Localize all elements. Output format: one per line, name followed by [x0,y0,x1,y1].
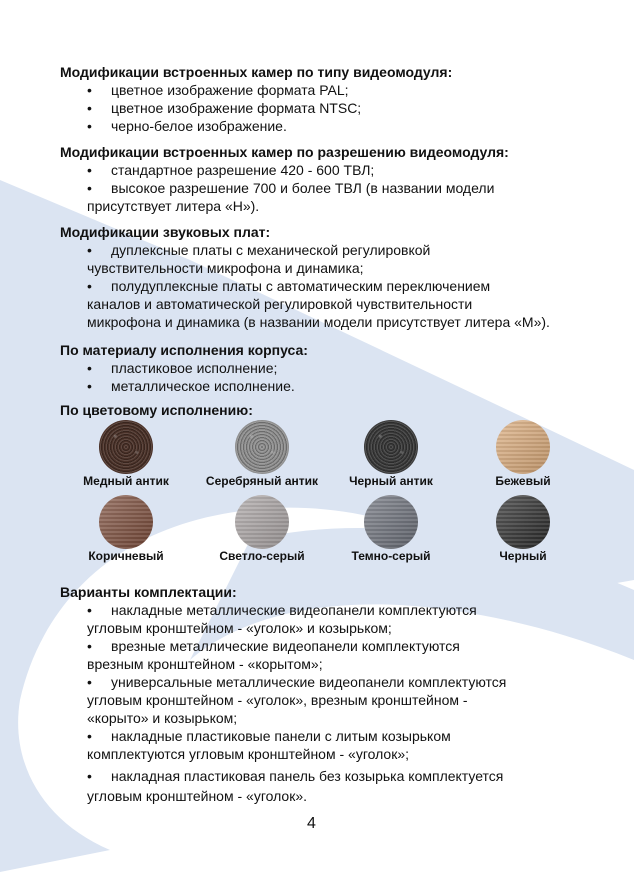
list-item-continuation: «корыто» и козырьком; [87,710,238,726]
page-number: 4 [307,815,316,832]
list-item: металлическое исполнение. [111,378,295,394]
color-label: Черный антик [349,474,433,488]
bullet-icon: • [87,242,92,258]
bullet-icon: • [87,360,92,376]
bullet-icon: • [87,100,92,116]
section-title-resolution: Модификации встроенных камер по разрешению видеомодуля: [60,144,509,160]
color-swatch-dark-gray [364,495,418,549]
color-label: Коричневый [88,549,164,563]
color-swatch-brown [99,495,153,549]
list-item: дуплексные платы с механической регулировкой [111,242,431,258]
color-label: Черный [499,549,547,563]
list-item: черно-белое изображение. [111,118,287,134]
bullet-icon: • [87,674,92,690]
list-item: накладные металлические видеопанели комплектуются [111,602,477,618]
list-item-continuation: угловым кронштейном - «уголок». [87,788,308,804]
section-title-sound-boards: Модификации звуковых плат: [60,224,271,240]
section-title-colors: По цветовому исполнению: [60,402,253,418]
section-title-material: По материалу исполнения корпуса: [60,342,308,358]
color-label: Светло-серый [219,549,305,563]
bullet-icon: • [87,180,92,196]
section-title-kits: Варианты комплектации: [60,584,237,600]
bullet-icon: • [87,638,92,654]
list-item: универсальные металлические видеопанели комплектуются [111,674,507,690]
color-swatch-copper-antique [99,420,153,474]
color-label: Темно-серый [351,549,431,563]
color-swatch-light-gray [235,495,289,549]
color-swatch-silver-antique [235,420,289,474]
bullet-icon: • [87,118,92,134]
list-item-continuation: комплектуются угловым кронштейном - «уголок»; [87,746,410,762]
bullet-icon: • [87,728,92,744]
color-swatch-black-antique [364,420,418,474]
bullet-icon: • [87,162,92,178]
list-item: полудуплексные платы с автоматическим переключением [111,278,491,294]
color-swatch-black [496,495,550,549]
bullet-icon: • [87,278,92,294]
list-item-continuation: угловым кронштейном - «уголок» и козырьком; [87,620,392,636]
bullet-icon: • [87,602,92,618]
section-title-video-module: Модификации встроенных камер по типу видеомодуля: [60,64,453,80]
list-item: накладные пластиковые панели с литым козырьком [111,728,451,744]
list-item: стандартное разрешение 420 - 600 ТВЛ; [111,162,375,178]
bullet-icon: • [87,82,92,98]
list-item: пластиковое исполнение; [111,360,278,376]
bullet-icon: • [87,378,92,394]
list-item: врезные металлические видеопанели комплектуются [111,638,460,654]
list-item-continuation: врезным кронштейном - «корытом»; [87,656,323,672]
list-item-continuation: каналов и автоматической регулировкой чувствительности [87,296,473,312]
list-item-continuation: микрофона и динамика (в названии модели присутствует литера «M»). [87,314,550,330]
list-item-continuation: чувствительности микрофона и динамика; [87,260,364,276]
color-label: Бежевый [495,474,551,488]
list-item-continuation: угловым кронштейном - «уголок», врезным кронштейном - [87,692,468,708]
list-item: цветное изображение формата PAL; [111,82,349,98]
color-swatch-beige [496,420,550,474]
list-item-continuation: присутствует литера «H»). [87,198,260,214]
list-item: цветное изображение формата NTSC; [111,100,362,116]
color-label: Серебряный антик [205,474,319,488]
list-item: высокое разрешение 700 и более ТВЛ (в названии модели [111,180,495,196]
list-item: накладная пластиковая панель без козырька комплектуется [111,768,504,784]
bullet-icon: • [87,768,92,784]
color-label: Медный антик [83,474,169,488]
